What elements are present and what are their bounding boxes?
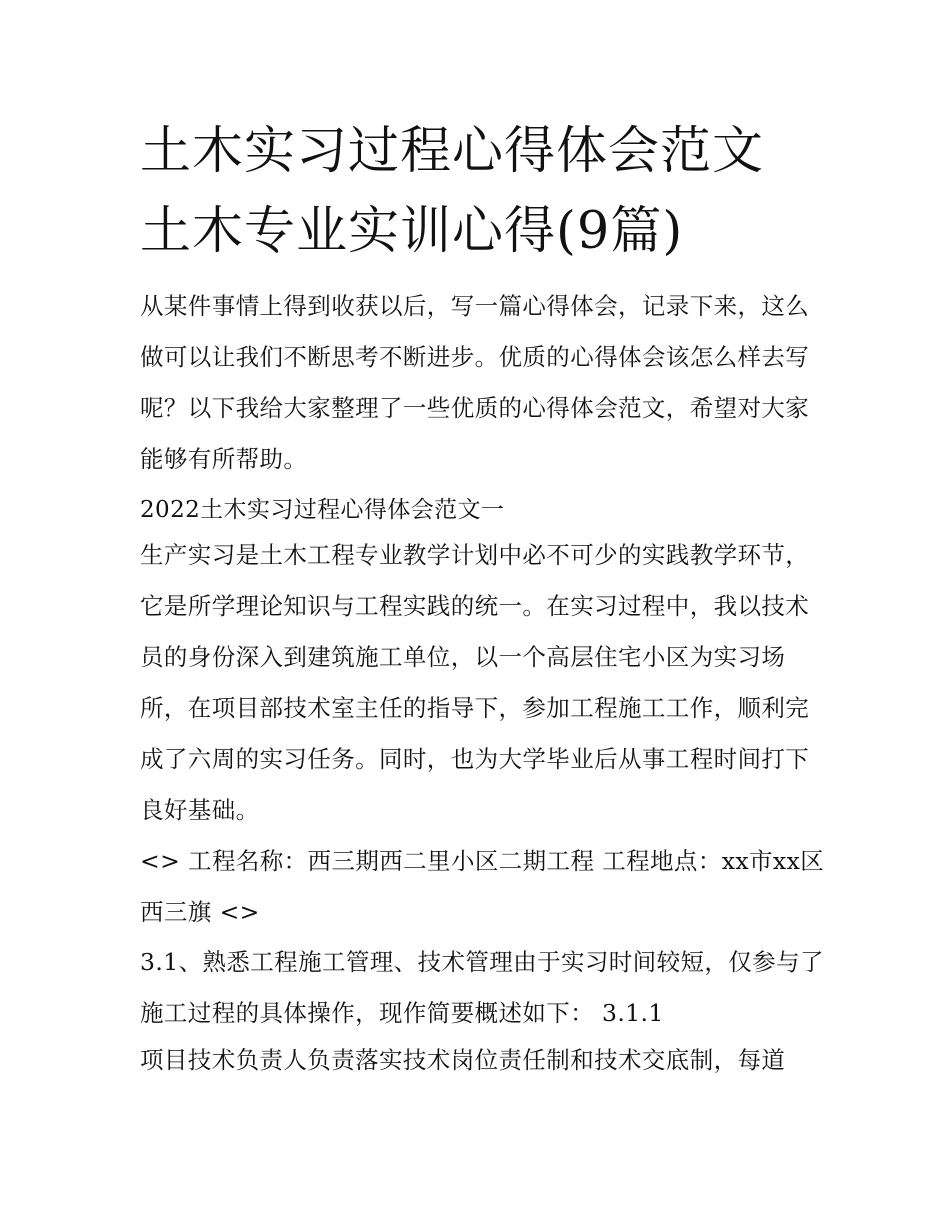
document-title: 土木实习过程心得体会范文 土木专业实训心得(9篇) — [140, 122, 765, 261]
body-paragraph-1: 生产实习是土木工程专业教学计划中必不可少的实践教学环节，它是所学理论知识与工程实践的统一。在实习过程中，我以技术员的身份深入到建筑施工单位，以一个高层住宅小区为实习场所，在项目部技术室主任的指导下，参加工程施工工作，顺利完成了六周的实习任务。同时，也为大学毕业后从事工程时间打下良好基础。 — [140, 541, 810, 824]
body-paragraph-3: 3.1、熟悉工程施工管理、技术管理由于实习时间较短，仅参与了施工过程的具体操作，现作简要概述如下： 3.1.1 — [140, 948, 824, 1027]
body-paragraph-2: <> 工程名称：西三期西二里小区二期工程 工程地点：xx市xx区西三旗 <> — [140, 847, 825, 926]
section-heading: 2022土木实习过程心得体会范文一 — [140, 497, 505, 523]
body-paragraph-4: 项目技术负责人负责落实技术岗位责任制和技术交底制，每道 — [140, 1046, 786, 1074]
intro-paragraph: 从某件事情上得到收获以后，写一篇心得体会，记录下来，这么做可以让我们不断思考不断进步。优质的心得体会该怎么样去写呢？以下我给大家整理了一些优质的心得体会范文，希望对大家能够有所帮助。 — [140, 292, 810, 473]
